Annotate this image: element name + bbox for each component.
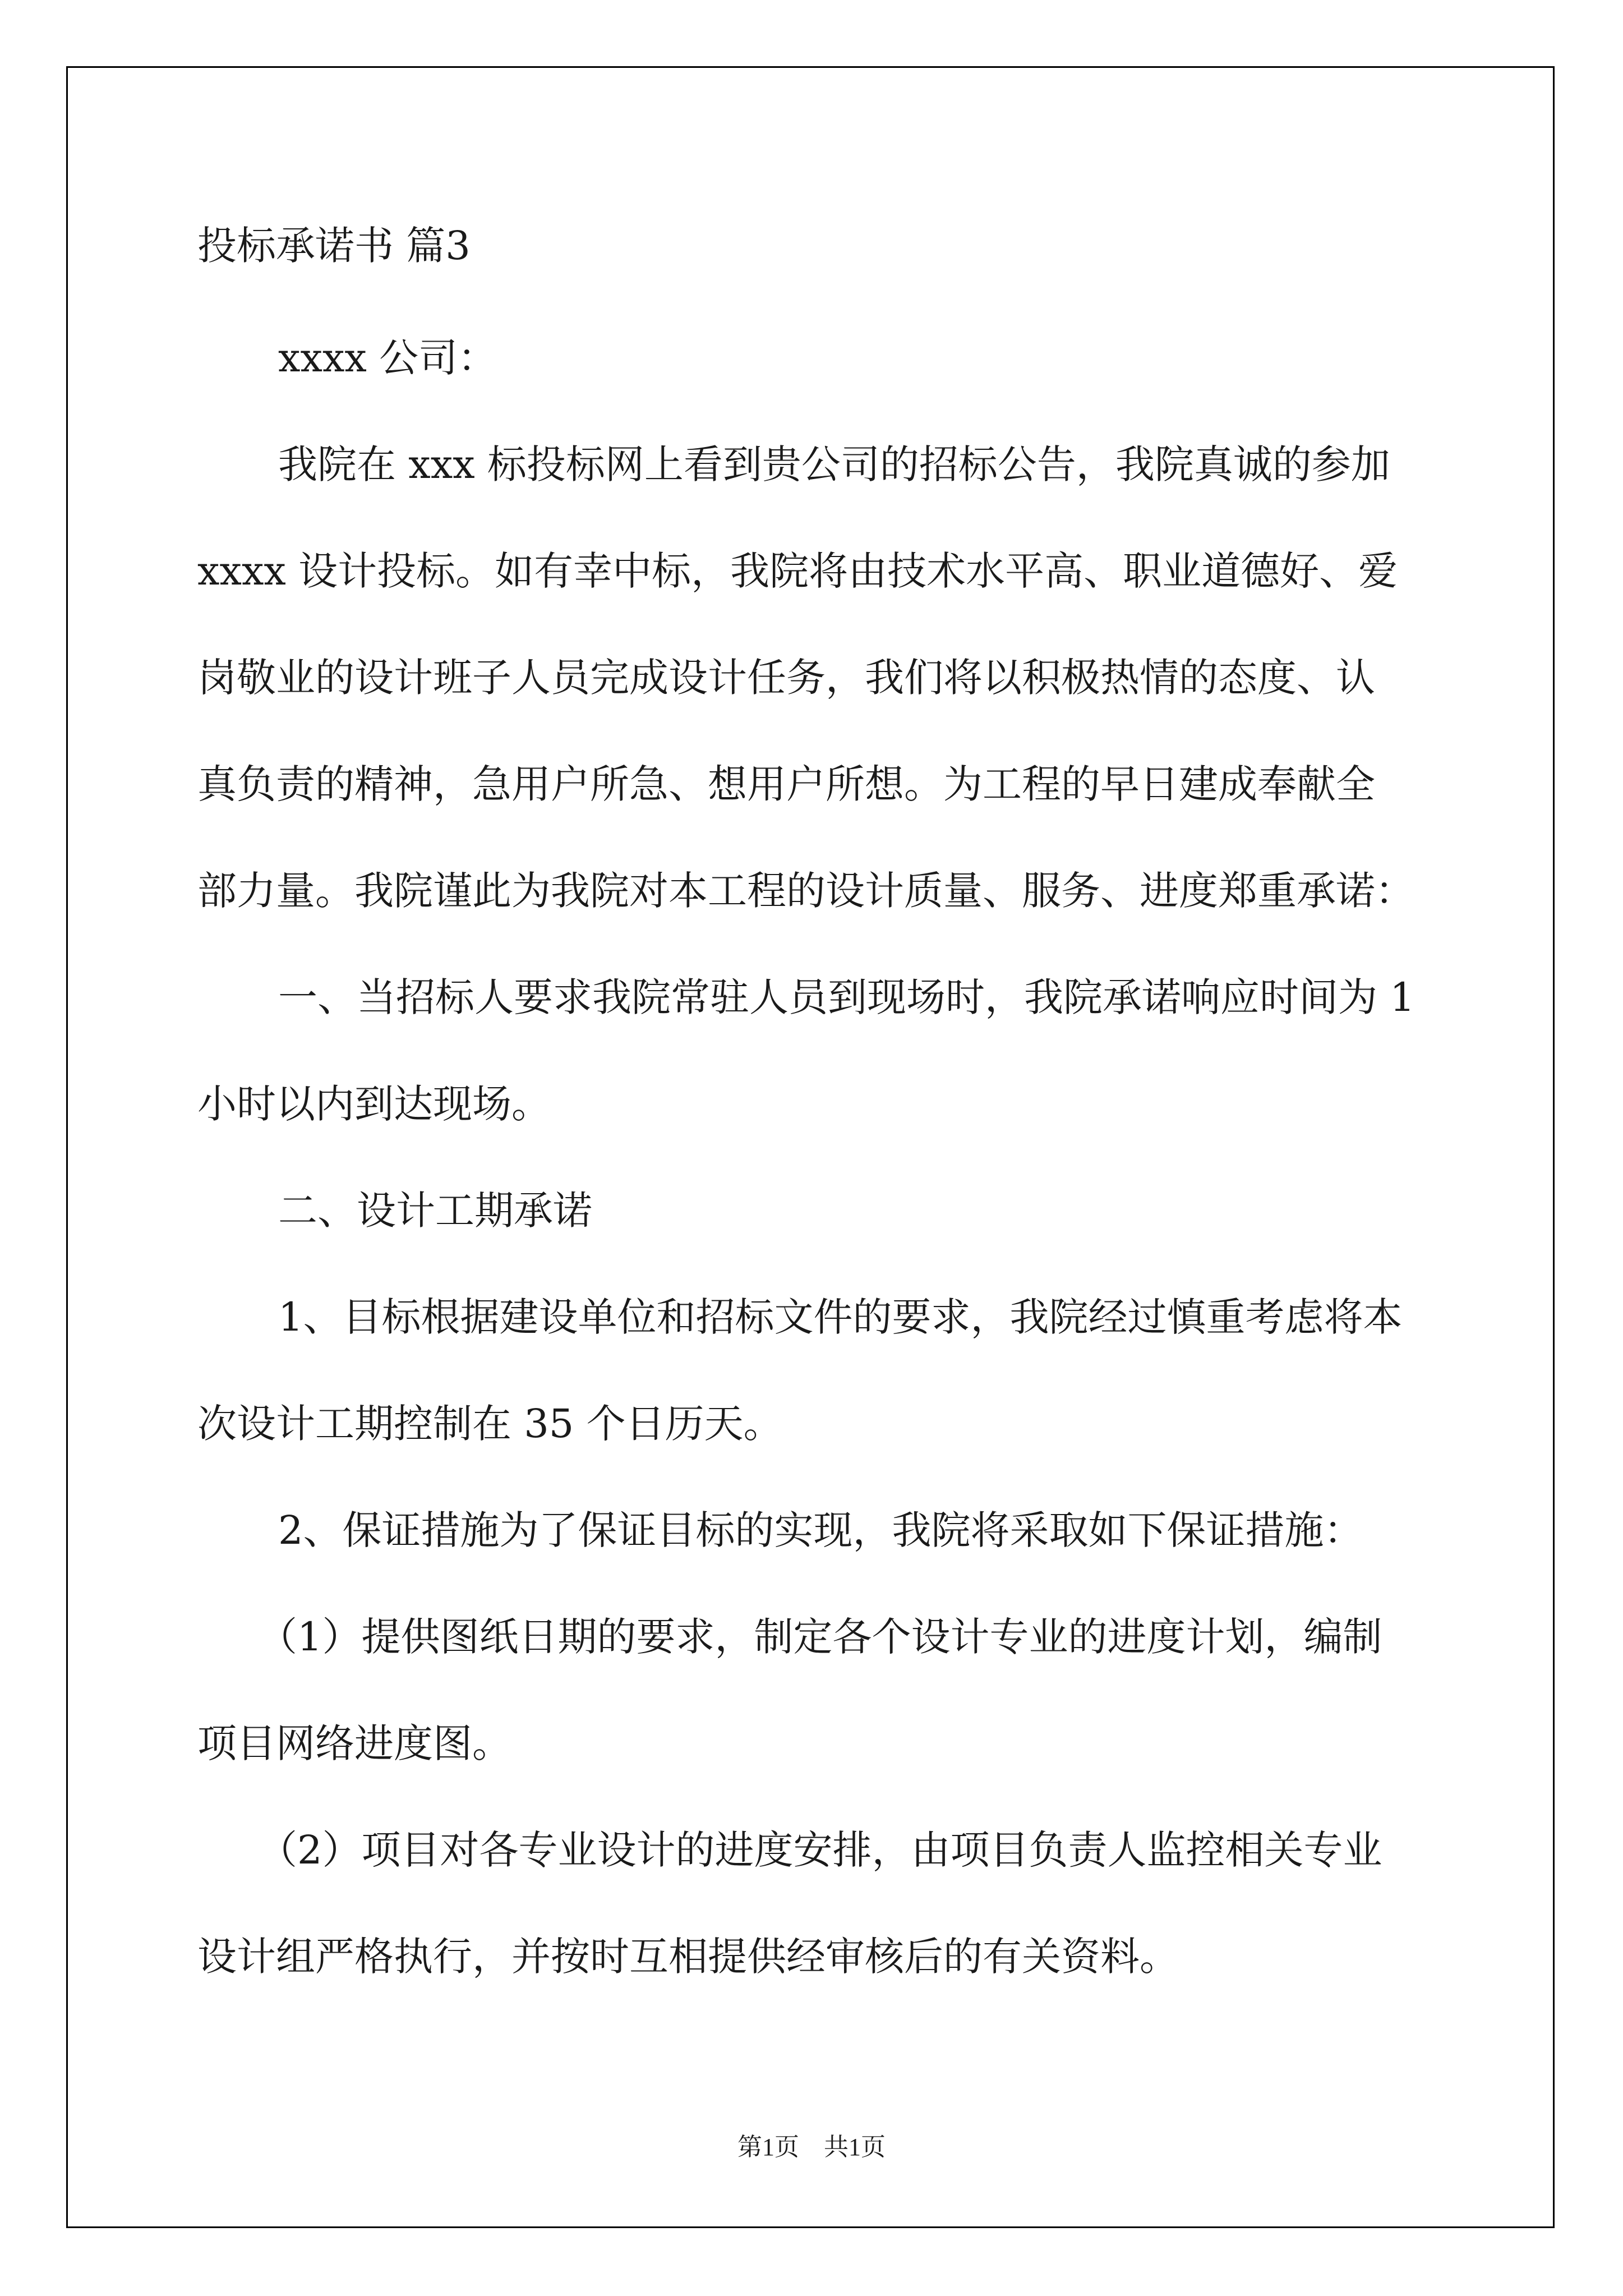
document-title: 投标承诺书 篇3: [197, 223, 471, 269]
body-line: 部力量。我院谨此为我院对本工程的设计质量、服务、进度郑重承诺：: [197, 868, 1414, 914]
body-line: 设计组严格执行，并按时互相提供经审核后的有关资料。: [197, 1934, 1179, 1980]
body-line: 岗敬业的设计班子人员完成设计任务，我们将以积极热情的态度、认: [197, 655, 1375, 701]
body-line: 1、目标根据建设单位和招标文件的要求，我院经过慎重考虑将本: [278, 1294, 1403, 1340]
body-line: （1）提供图纸日期的要求，制定各个设计专业的进度计划，编制: [258, 1614, 1382, 1660]
body-line: xxxx 设计投标。如有幸中标，我院将由技术水平高、职业道德好、爱: [197, 548, 1398, 594]
page-border: [66, 66, 1555, 2228]
salutation: xxxx 公司：: [278, 335, 497, 381]
section-heading: 二、设计工期承诺: [278, 1188, 592, 1234]
body-line: 一、当招标人要求我院常驻人员到现场时，我院承诺响应时间为 1: [278, 974, 1415, 1020]
body-line: 次设计工期控制在 35 个日历天。: [197, 1401, 783, 1447]
body-line: （2）项目对各专业设计的进度安排，由项目负责人监控相关专业: [258, 1827, 1382, 1873]
body-line: 真负责的精神，急用户所急、想用户所想。为工程的早日建成奉献全: [197, 761, 1375, 807]
body-line: 小时以内到达现场。: [197, 1081, 551, 1127]
page-number: 第1页 共1页: [737, 2133, 886, 2161]
body-line: 2、保证措施为了保证目标的实现，我院将采取如下保证措施：: [278, 1507, 1363, 1553]
body-line: 我院在 xxx 标投标网上看到贵公司的招标公告，我院真诚的参加: [278, 441, 1390, 487]
body-line: 项目网络进度图。: [197, 1720, 511, 1766]
